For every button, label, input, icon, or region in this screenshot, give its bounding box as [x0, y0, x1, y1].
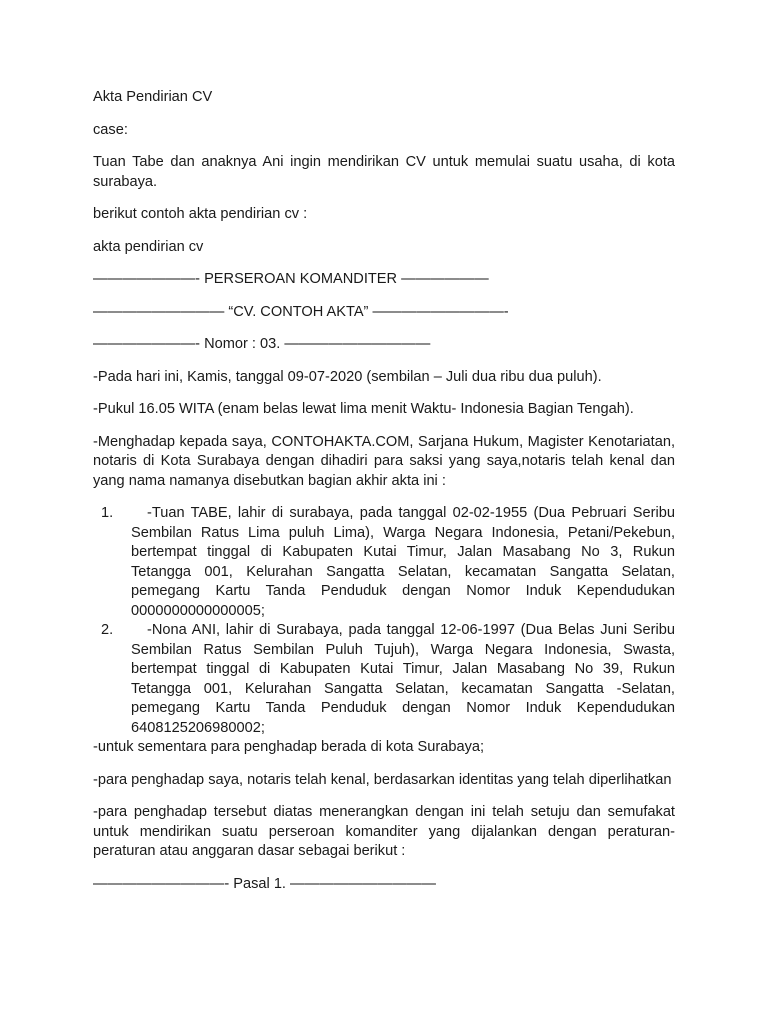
list-item [93, 621, 675, 738]
heading-pasal-1: —————————- Pasal 1. —————————— [93, 875, 436, 892]
list-item-number: 1. [101, 505, 114, 521]
document-title: Akta Pendirian CV [93, 89, 213, 105]
list-item-number: 2. [101, 622, 114, 638]
paragraph-setuju: -para penghadap tersebut diatas menerangkan dengan ini telah setuju dan semufakat untuk mendirikan suatu perseroan komanditer yang dijalankan dengan peraturan-peraturan atau anggaran dasar sebagai berikut : [93, 804, 675, 859]
paragraph-date: -Pada hari ini, Kamis, tanggal 09-07-2020 (sembilan – Juli dua ribu dua puluh). [93, 368, 602, 385]
document-body [93, 88, 675, 907]
case-text: Tuan Tabe dan anaknya Ani ingin mendirikan CV untuk memulai suatu usaha, di kota surabaya. [93, 154, 675, 190]
list-item [93, 504, 675, 621]
paragraph-sementara: -untuk sementara para penghadap berada di kota Surabaya; [93, 739, 485, 755]
list-item-text: -Nona ANI, lahir di Surabaya, pada tanggal 12-06-1997 (Dua Belas Juni Seribu Sembilan Ratus Sembilan Puluh Tujuh), Warga Negara Indonesia, Swasta, bertempat tinggal di Kabupaten Kutai Timur, Jalan Masabang No 39, Rukun Tetangga 001, Kelurahan Sangatta Selatan, kecamatan Sangatta -Selatan, pemegang Kartu Tanda Penduduk dengan Nomor Induk Kependudukan 6408125206980002; [131, 622, 675, 736]
penghadap-list [93, 504, 675, 738]
case-label: case: [93, 121, 128, 138]
heading-perseroan: ———————- PERSEROAN KOMANDITER —————— [93, 271, 489, 287]
paragraph-identitas: -para penghadap saya, notaris telah kenal, berdasarkan identitas yang telah diperlihatkan [93, 771, 672, 788]
subtitle-text: akta pendirian cv [93, 238, 204, 255]
heading-nomor: ———————- Nomor : 03. —————————— [93, 336, 431, 352]
heading-cv-name: ————————— “CV. CONTOH AKTA” —————————- [93, 303, 509, 320]
intro-text: berikut contoh akta pendirian cv : [93, 206, 308, 222]
paragraph-time: -Pukul 16.05 WITA (enam belas lewat lima menit Waktu- Indonesia Bagian Tengah). [93, 401, 634, 417]
list-item-text: -Tuan TABE, lahir di surabaya, pada tanggal 02-02-1955 (Dua Pebruari Seribu Sembilan Ratus Lima puluh Lima), Warga Negara Indonesia, Petani/Pekebun, bertempat tinggal di Kabupaten Kutai Timur, Jalan Masabang No 3, Rukun Tetangga 001, Kelurahan Sangatta Selatan, kecamatan Sangatta Selatan, pemegang Kartu Tanda Penduduk dengan Nomor Induk Kependudukan 0000000000000005; [131, 505, 675, 619]
paragraph-menghadap: -Menghadap kepada saya, CONTOHAKTA.COM, Sarjana Hukum, Magister Kenotariatan, notaris di Kota Surabaya dengan dihadiri para saksi yang saya,notaris telah kenal dan yang nama namanya disebutkan bagian akhir akta ini : [93, 433, 675, 489]
